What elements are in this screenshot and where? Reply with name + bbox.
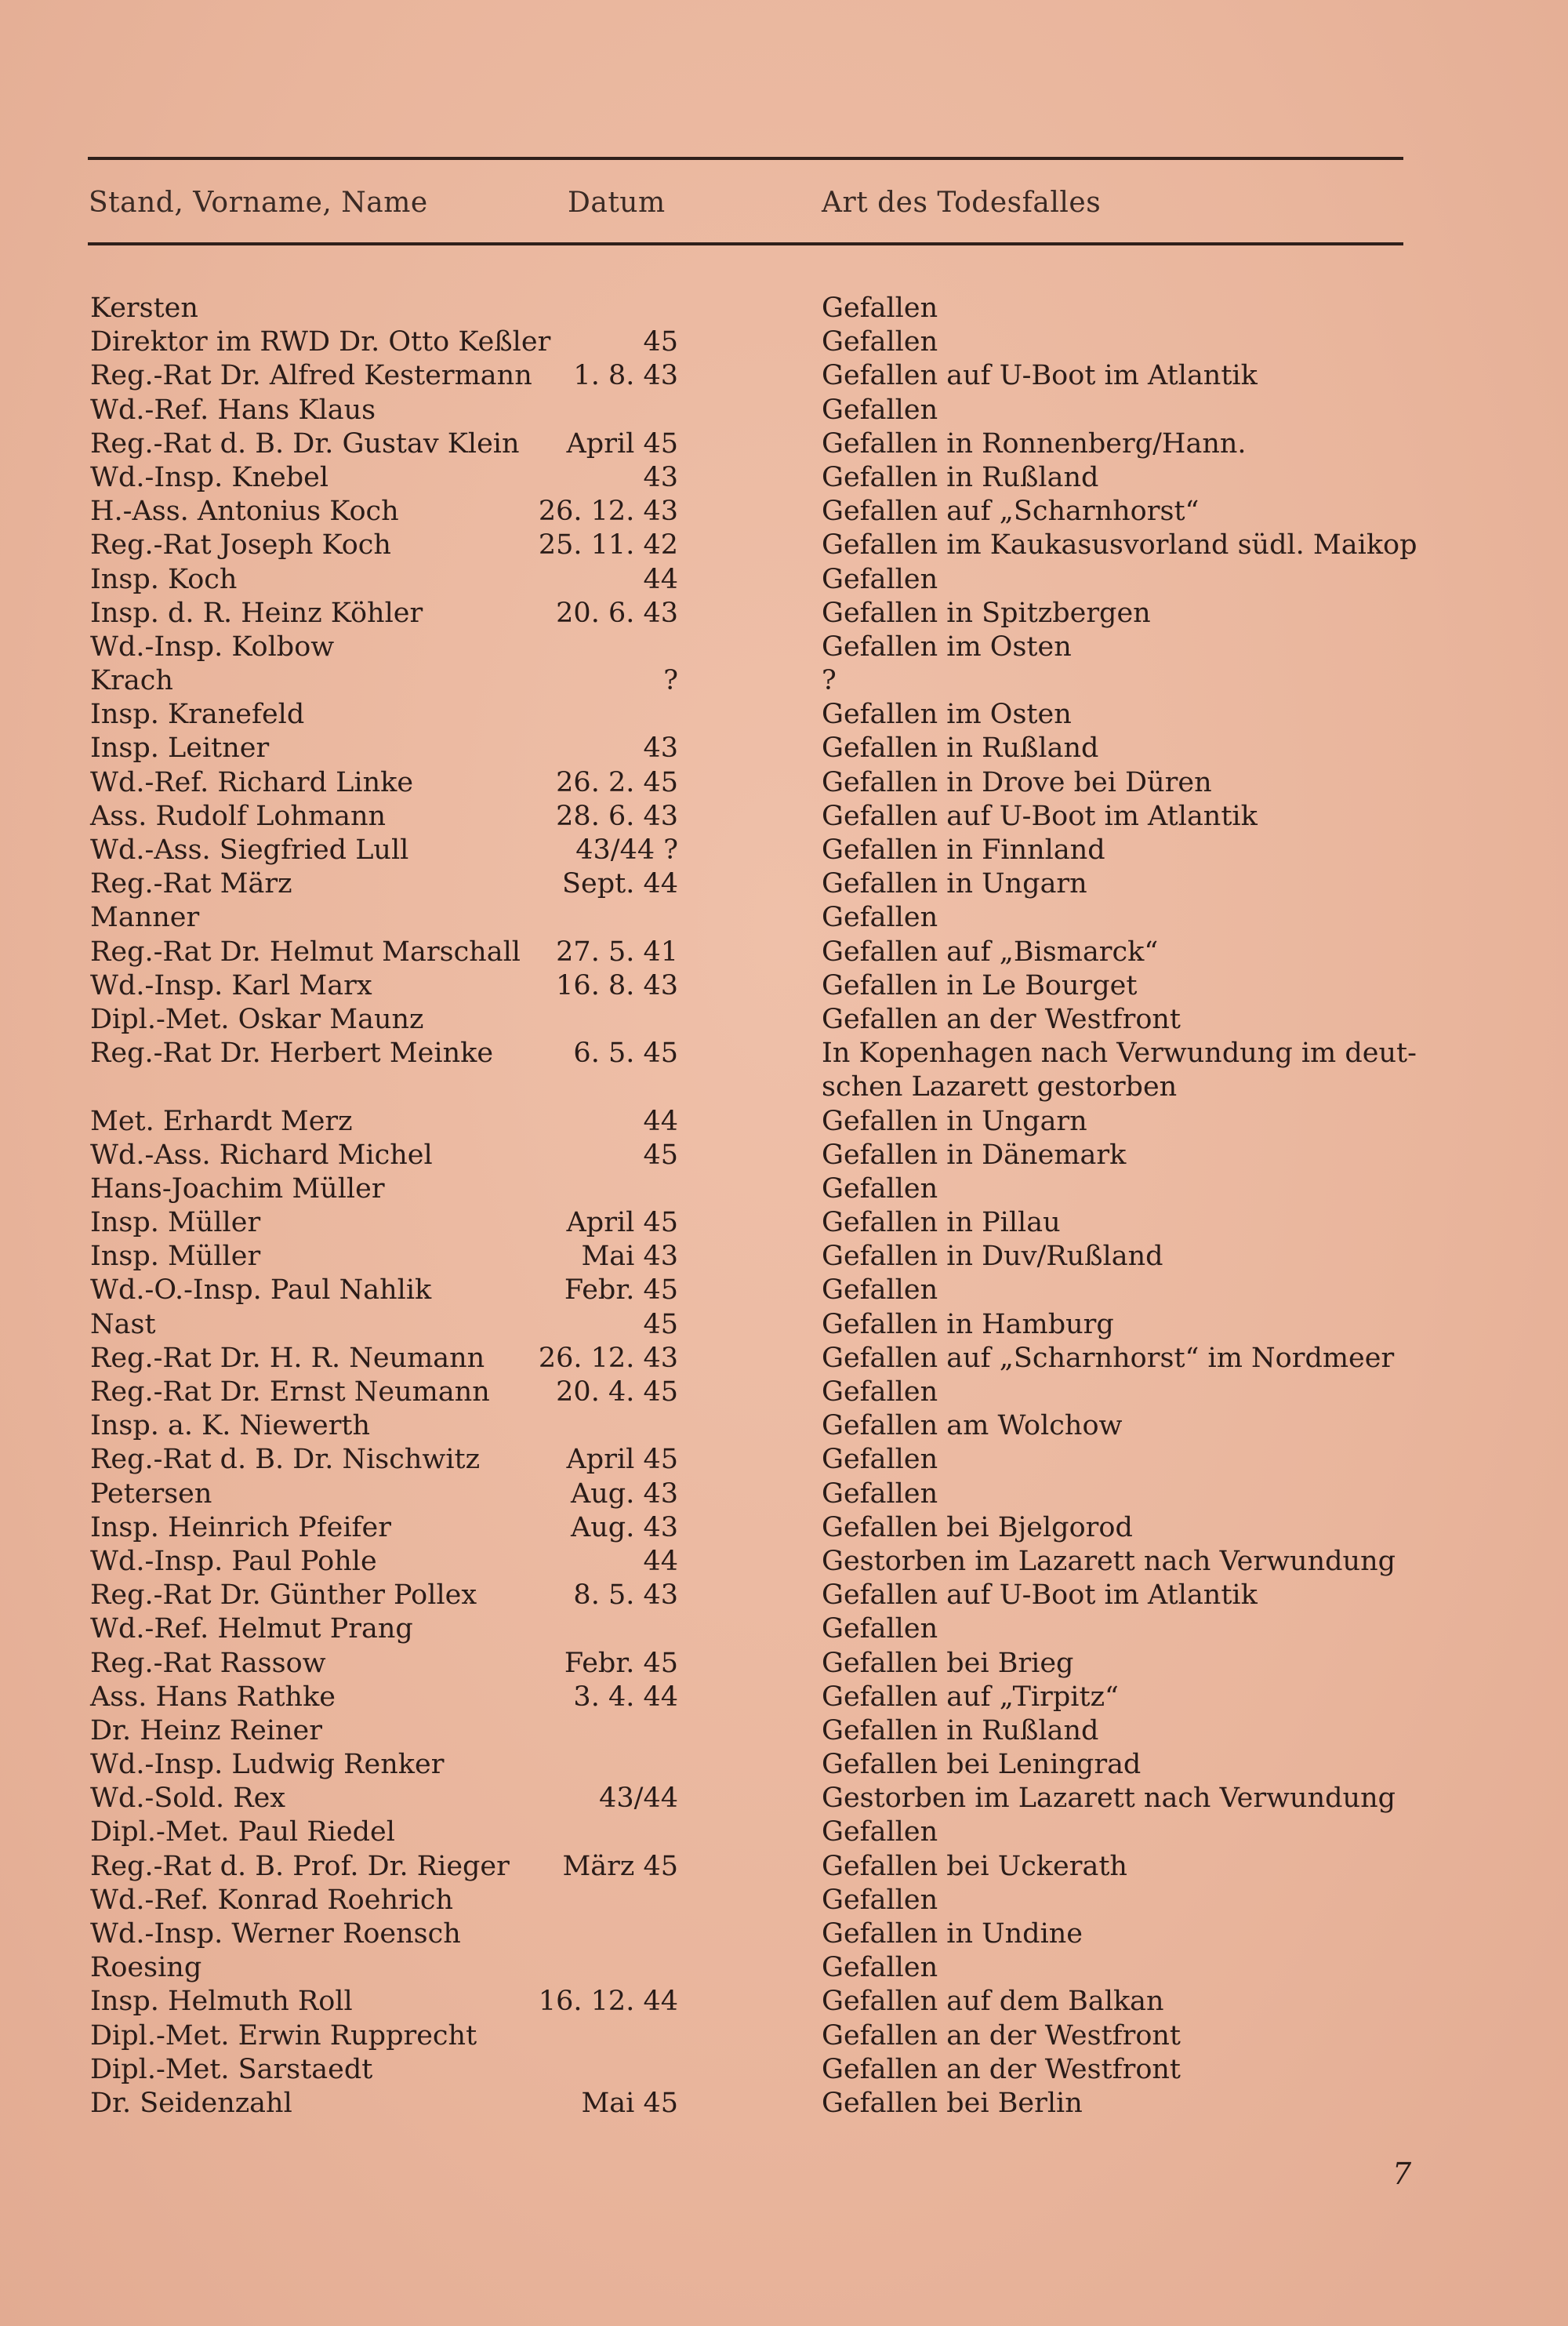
table-row xyxy=(0,1782,1568,1815)
table-row xyxy=(0,1443,1568,1477)
table-row xyxy=(0,664,1568,698)
table-row xyxy=(0,1376,1568,1409)
entry-name: Roesing xyxy=(90,1952,202,1984)
entry-date: 43 xyxy=(643,732,678,765)
entry-name: Insp. d. R. Heinz Köhler xyxy=(90,597,423,629)
table-row xyxy=(0,867,1568,901)
entry-date: 20. 4. 45 xyxy=(556,1376,678,1408)
entry-cause: Gefallen auf U-Boot im Atlantik xyxy=(822,360,1258,392)
table-row xyxy=(0,1240,1568,1274)
header-cause: Art des Todesfalles xyxy=(822,187,1102,219)
entry-cause: Gefallen bei Berlin xyxy=(822,2087,1083,2119)
table-row xyxy=(0,1545,1568,1579)
entry-name: Reg.-Rat d. B. Dr. Gustav Klein xyxy=(90,427,520,460)
entry-name: Reg.-Rat Dr. Ernst Neumann xyxy=(90,1376,490,1408)
entry-name: Ass. Rudolf Lohmann xyxy=(90,800,387,832)
top-rule xyxy=(88,157,1403,160)
entry-cause: Gefallen xyxy=(822,902,938,934)
entry-cause: Gefallen auf „Tirpitz“ xyxy=(822,1681,1119,1713)
entry-cause: Gefallen in Duv/Rußland xyxy=(822,1241,1163,1273)
table-row xyxy=(0,901,1568,935)
entry-cause: Gefallen xyxy=(822,1444,938,1476)
table-row xyxy=(0,1342,1568,1376)
header-rule xyxy=(88,242,1403,245)
entry-name: Direktor im RWD Dr. Otto Keßler xyxy=(90,326,551,358)
entry-name: Wd.-Ref. Konrad Roehrich xyxy=(90,1884,454,1916)
table-row xyxy=(0,1105,1568,1139)
entry-date: Mai 45 xyxy=(581,2087,678,2119)
entry-cause: Gefallen in Finnland xyxy=(822,834,1105,866)
entry-cause: Gefallen im Osten xyxy=(822,631,1072,663)
entry-cause: Gefallen bei Brieg xyxy=(822,1647,1074,1679)
table-row xyxy=(0,1985,1568,2019)
table-row xyxy=(0,1070,1568,1104)
entry-cause: Gefallen in Ronnenberg/Hann. xyxy=(822,427,1247,460)
entry-cause: Gestorben im Lazarett nach Verwundung xyxy=(822,1545,1396,1577)
entry-date: Mai 43 xyxy=(581,1241,678,1273)
entry-cause: Gefallen in Hamburg xyxy=(822,1308,1114,1340)
entry-name: Insp. Koch xyxy=(90,563,238,595)
entry-name: Dr. Seidenzahl xyxy=(90,2087,292,2119)
entry-cause: Gefallen xyxy=(822,1376,938,1408)
table-row xyxy=(0,1206,1568,1240)
entry-cause: Gefallen an der Westfront xyxy=(822,1003,1181,1035)
entry-date: 3. 4. 44 xyxy=(573,1681,678,1713)
table-row xyxy=(0,1477,1568,1511)
entry-cause: Gefallen an der Westfront xyxy=(822,2053,1181,2085)
entry-date: 25. 11. 42 xyxy=(538,529,678,562)
entry-date: Febr. 45 xyxy=(564,1647,678,1679)
entry-date: 1. 8. 43 xyxy=(573,360,678,392)
entry-date: Aug. 43 xyxy=(570,1511,678,1543)
entry-cause: schen Lazarett gestorben xyxy=(822,1071,1178,1103)
entry-date: 28. 6. 43 xyxy=(556,800,678,832)
table-row xyxy=(0,1003,1568,1037)
entry-name: Wd.-Insp. Karl Marx xyxy=(90,969,372,1001)
entry-cause: Gefallen im Kaukasusvorland südl. Maikop xyxy=(822,529,1417,562)
entry-cause: Gefallen auf dem Balkan xyxy=(822,1986,1164,2018)
table-row xyxy=(0,2053,1568,2087)
entry-date: 26. 2. 45 xyxy=(556,766,678,798)
table-row xyxy=(0,461,1568,495)
entry-date: Sept. 44 xyxy=(562,868,678,900)
header-name: Stand, Vorname, Name xyxy=(89,187,428,219)
entry-cause: Gefallen xyxy=(822,563,938,595)
entry-name: Krach xyxy=(90,665,173,697)
entry-date: 8. 5. 43 xyxy=(573,1579,678,1612)
entry-cause: Gefallen xyxy=(822,1613,938,1645)
entry-date: 16. 12. 44 xyxy=(538,1986,678,2018)
entry-name: Wd.-Ref. Richard Linke xyxy=(90,766,414,798)
entry-date: 26. 12. 43 xyxy=(538,496,678,528)
entry-cause: Gefallen xyxy=(822,1884,938,1916)
table-row xyxy=(0,495,1568,529)
entry-date: 44 xyxy=(643,1545,678,1577)
entry-date: April 45 xyxy=(566,1207,678,1239)
table-row xyxy=(0,563,1568,597)
entry-date: 44 xyxy=(643,1105,678,1137)
entry-name: Dipl.-Met. Paul Riedel xyxy=(90,1816,395,1848)
entry-cause: Gefallen xyxy=(822,326,938,358)
header-date: Datum xyxy=(568,187,666,219)
entry-cause: Gefallen in Undine xyxy=(822,1918,1083,1950)
entry-name: Reg.-Rat Dr. Herbert Meinke xyxy=(90,1038,494,1070)
entry-cause: Gefallen xyxy=(822,1477,938,1510)
entry-date: 44 xyxy=(643,563,678,595)
table-row xyxy=(0,1748,1568,1782)
entry-date: 45 xyxy=(643,1139,678,1171)
entry-name: Dipl.-Met. Oskar Maunz xyxy=(90,1003,424,1035)
entry-date: März 45 xyxy=(562,1850,678,1882)
entry-cause: Gefallen in Drove bei Düren xyxy=(822,766,1212,798)
table-row xyxy=(0,834,1568,867)
entry-cause: Gefallen in Dänemark xyxy=(822,1139,1127,1171)
table-row xyxy=(0,631,1568,664)
table-row xyxy=(0,1714,1568,1748)
table-row xyxy=(0,698,1568,732)
entry-cause: Gefallen in Le Bourget xyxy=(822,969,1138,1001)
entry-cause: Gefallen in Spitzbergen xyxy=(822,597,1151,629)
table-row xyxy=(0,1579,1568,1612)
entry-cause: Gestorben im Lazarett nach Verwundung xyxy=(822,1783,1396,1815)
table-row xyxy=(0,529,1568,562)
table-row xyxy=(0,325,1568,359)
entry-cause: Gefallen xyxy=(822,394,938,426)
table-row xyxy=(0,1037,1568,1070)
table-row xyxy=(0,1647,1568,1681)
entry-name: Insp. Helmuth Roll xyxy=(90,1986,353,2018)
table-row xyxy=(0,1917,1568,1951)
entry-name: Reg.-Rat Joseph Koch xyxy=(90,529,391,562)
entry-date: 43/44 ? xyxy=(575,834,678,866)
entry-cause: Gefallen xyxy=(822,293,938,324)
entry-date: 26. 12. 43 xyxy=(538,1342,678,1374)
entry-cause: Gefallen in Rußland xyxy=(822,1714,1099,1746)
entry-name: Wd.-Ass. Siegfried Lull xyxy=(90,834,409,866)
entry-name: Reg.-Rat Dr. Alfred Kestermann xyxy=(90,360,532,392)
entry-list xyxy=(0,292,1568,2121)
entry-name: Petersen xyxy=(90,1477,212,1510)
table-row xyxy=(0,292,1568,325)
entry-cause: Gefallen in Ungarn xyxy=(822,868,1087,900)
entry-date: ? xyxy=(663,665,678,697)
entry-cause: Gefallen xyxy=(822,1172,938,1205)
table-row xyxy=(0,969,1568,1003)
entry-name: Reg.-Rat Rassow xyxy=(90,1647,326,1679)
table-row xyxy=(0,1308,1568,1342)
table-row xyxy=(0,1951,1568,1985)
entry-cause: Gefallen in Rußland xyxy=(822,461,1099,493)
entry-name: Insp. Müller xyxy=(90,1241,261,1273)
entry-cause: Gefallen bei Uckerath xyxy=(822,1850,1127,1882)
table-row xyxy=(0,766,1568,800)
entry-date: 45 xyxy=(643,1308,678,1340)
entry-cause: In Kopenhagen nach Verwundung im deut- xyxy=(822,1038,1417,1070)
entry-cause: Gefallen auf „Scharnhorst“ xyxy=(822,496,1200,528)
entry-date: 20. 6. 43 xyxy=(556,597,678,629)
entry-name: Reg.-Rat Dr. Helmut Marschall xyxy=(90,936,521,968)
table-row xyxy=(0,800,1568,834)
entry-name: Wd.-Ref. Helmut Prang xyxy=(90,1613,413,1645)
entry-name: Reg.-Rat d. B. Prof. Dr. Rieger xyxy=(90,1850,510,1882)
entry-cause: Gefallen bei Leningrad xyxy=(822,1749,1142,1781)
entry-name: Reg.-Rat März xyxy=(90,868,292,900)
page-number: 7 xyxy=(1392,2157,1412,2191)
entry-name: Reg.-Rat Dr. Günther Pollex xyxy=(90,1579,477,1612)
entry-name: Insp. a. K. Niewerth xyxy=(90,1410,371,1442)
entry-cause: Gefallen in Rußland xyxy=(822,732,1099,765)
table-row xyxy=(0,1511,1568,1545)
table-row xyxy=(0,359,1568,393)
table-row xyxy=(0,2087,1568,2121)
entry-name: Wd.-Ref. Hans Klaus xyxy=(90,394,376,426)
entry-name: Dipl.-Met. Sarstaedt xyxy=(90,2053,373,2085)
entry-date: 45 xyxy=(643,326,678,358)
entry-name: H.-Ass. Antonius Koch xyxy=(90,496,399,528)
entry-cause: Gefallen im Osten xyxy=(822,699,1072,731)
entry-cause: Gefallen auf „Bismarck“ xyxy=(822,936,1159,968)
entry-date: April 45 xyxy=(566,1444,678,1476)
entry-date: 27. 5. 41 xyxy=(556,936,678,968)
entry-cause: Gefallen xyxy=(822,1952,938,1984)
table-row xyxy=(0,1884,1568,1917)
table-row xyxy=(0,1850,1568,1884)
entry-name: Wd.-Insp. Knebel xyxy=(90,461,329,493)
entry-name: Wd.-Insp. Paul Pohle xyxy=(90,1545,377,1577)
table-row xyxy=(0,427,1568,461)
table-row xyxy=(0,1815,1568,1849)
table-row xyxy=(0,2019,1568,2053)
entry-cause: Gefallen auf „Scharnhorst“ im Nordmeer xyxy=(822,1342,1395,1374)
entry-name: Wd.-Sold. Rex xyxy=(90,1783,286,1815)
entry-date: 6. 5. 45 xyxy=(573,1038,678,1070)
table-row xyxy=(0,1612,1568,1646)
table-row xyxy=(0,1172,1568,1206)
entry-date: Febr. 45 xyxy=(564,1274,678,1307)
entry-name: Ass. Hans Rathke xyxy=(90,1681,336,1713)
table-row xyxy=(0,936,1568,969)
entry-cause: Gefallen am Wolchow xyxy=(822,1410,1123,1442)
entry-name: Manner xyxy=(90,902,200,934)
entry-name: Met. Erhardt Merz xyxy=(90,1105,353,1137)
entry-name: Reg.-Rat d. B. Dr. Nischwitz xyxy=(90,1444,481,1476)
entry-cause: Gefallen bei Bjelgorod xyxy=(822,1511,1133,1543)
entry-date: Aug. 43 xyxy=(570,1477,678,1510)
table-row xyxy=(0,732,1568,765)
entry-date: April 45 xyxy=(566,427,678,460)
entry-date: 43/44 xyxy=(599,1783,678,1815)
entry-name: Wd.-Ass. Richard Michel xyxy=(90,1139,433,1171)
entry-date: 43 xyxy=(643,461,678,493)
entry-name: Wd.-Insp. Kolbow xyxy=(90,631,335,663)
entry-name: Insp. Leitner xyxy=(90,732,270,765)
entry-name: Wd.-Insp. Werner Roensch xyxy=(90,1918,461,1950)
entry-cause: Gefallen auf U-Boot im Atlantik xyxy=(822,1579,1258,1612)
entry-cause: Gefallen in Ungarn xyxy=(822,1105,1087,1137)
entry-name: Hans-Joachim Müller xyxy=(90,1172,385,1205)
entry-name: Nast xyxy=(90,1308,156,1340)
entry-name: Insp. Müller xyxy=(90,1207,261,1239)
table-row xyxy=(0,1681,1568,1714)
entry-cause: Gefallen auf U-Boot im Atlantik xyxy=(822,800,1258,832)
entry-cause: Gefallen in Pillau xyxy=(822,1207,1061,1239)
entry-name: Reg.-Rat Dr. H. R. Neumann xyxy=(90,1342,485,1374)
table-row xyxy=(0,394,1568,427)
entry-name: Dr. Heinz Reiner xyxy=(90,1714,322,1746)
entry-name: Kersten xyxy=(90,293,198,324)
entry-cause: ? xyxy=(822,665,837,697)
table-row xyxy=(0,1409,1568,1443)
table-row xyxy=(0,1274,1568,1307)
table-row xyxy=(0,1139,1568,1172)
entry-cause: Gefallen xyxy=(822,1816,938,1848)
table-row xyxy=(0,597,1568,631)
entry-date: 16. 8. 43 xyxy=(556,969,678,1001)
entry-cause: Gefallen xyxy=(822,1274,938,1307)
entry-cause: Gefallen an der Westfront xyxy=(822,2019,1181,2052)
entry-name: Insp. Heinrich Pfeifer xyxy=(90,1511,391,1543)
entry-name: Dipl.-Met. Erwin Rupprecht xyxy=(90,2019,477,2052)
entry-name: Insp. Kranefeld xyxy=(90,699,305,731)
entry-name: Wd.-Insp. Ludwig Renker xyxy=(90,1749,445,1781)
entry-name: Wd.-O.-Insp. Paul Nahlik xyxy=(90,1274,432,1307)
